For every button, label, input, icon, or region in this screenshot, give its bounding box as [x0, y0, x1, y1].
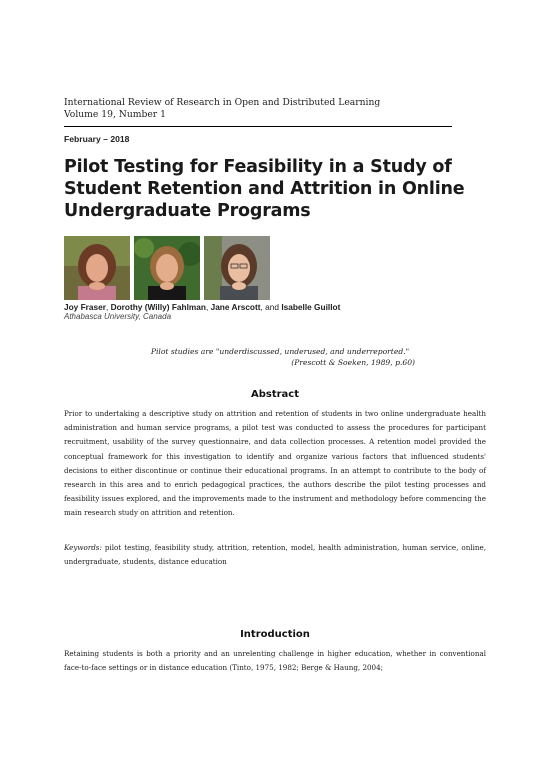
author-name: Dorothy (Willy) Fahlman [110, 302, 206, 312]
epigraph-quote: Pilot studies are "underdiscussed, underused, and underreported." [150, 347, 410, 356]
keywords-text: pilot testing, feasibility study, attrition, retention, model, health administration, human service, online, undergraduate, students, distance education [64, 543, 486, 567]
journal-name: International Review of Research in Open and Distributed Learning [64, 97, 381, 108]
author-photo-2 [134, 236, 200, 300]
article-title: Pilot Testing for Feasibility in a Study of Student Retention and Attrition in Online Undergraduate Programs [64, 157, 465, 221]
keywords-label: Keywords: [64, 543, 102, 552]
journal-volume: Volume 19, Number 1 [64, 109, 166, 120]
introduction-heading: Introduction [240, 629, 310, 640]
epigraph-citation: (Prescott & Soeken, 1989, p.60) [291, 358, 415, 367]
author-name: Isabelle Guillot [281, 302, 341, 312]
author-photo-1 [64, 236, 130, 300]
introduction-text: Retaining students is both a priority and an unrelenting challenge in higher education, whether in conventional face-to-face settings or in distance education (Tinto, 1975, 1982; Berge & Haung, 2004; [64, 649, 486, 673]
header-rule [64, 126, 452, 127]
abstract-heading: Abstract [250, 389, 300, 400]
author-list: Joy Fraser, Dorothy (Willy) Fahlman, Jane Arscott, and Isabelle Guillot [64, 302, 341, 312]
journal-header [64, 97, 380, 121]
author-affiliation: Athabasca University, Canada [64, 312, 172, 321]
author-photo-3 [204, 236, 270, 300]
author-name: Jane Arscott [210, 302, 261, 312]
epigraph [145, 346, 415, 368]
author-conjunction: and [265, 302, 279, 312]
abstract-text: Prior to undertaking a descriptive study on attrition and retention of students in two online undergraduate health administration and human service programs, a pilot test was conducted to assess the procedures for participant recruitment, usability of the survey questionnaire, and data collection processes. A retention model provided the conceptual framework for this investigation to identify and organize various factors that influenced students' decisions to either discontinue or continue their educational programs. In an attempt to contribute to the body of research in this area and to enrich pedagogical practices, the authors describe the pilot testing processes and feasibility issues explored, and the improvements made to the instrument and methodology before commencing the main research study on attrition and retention. [64, 409, 486, 518]
publication-date: February – 2018 [64, 134, 130, 144]
author-name: Joy Fraser [64, 302, 106, 312]
keywords [64, 541, 486, 569]
